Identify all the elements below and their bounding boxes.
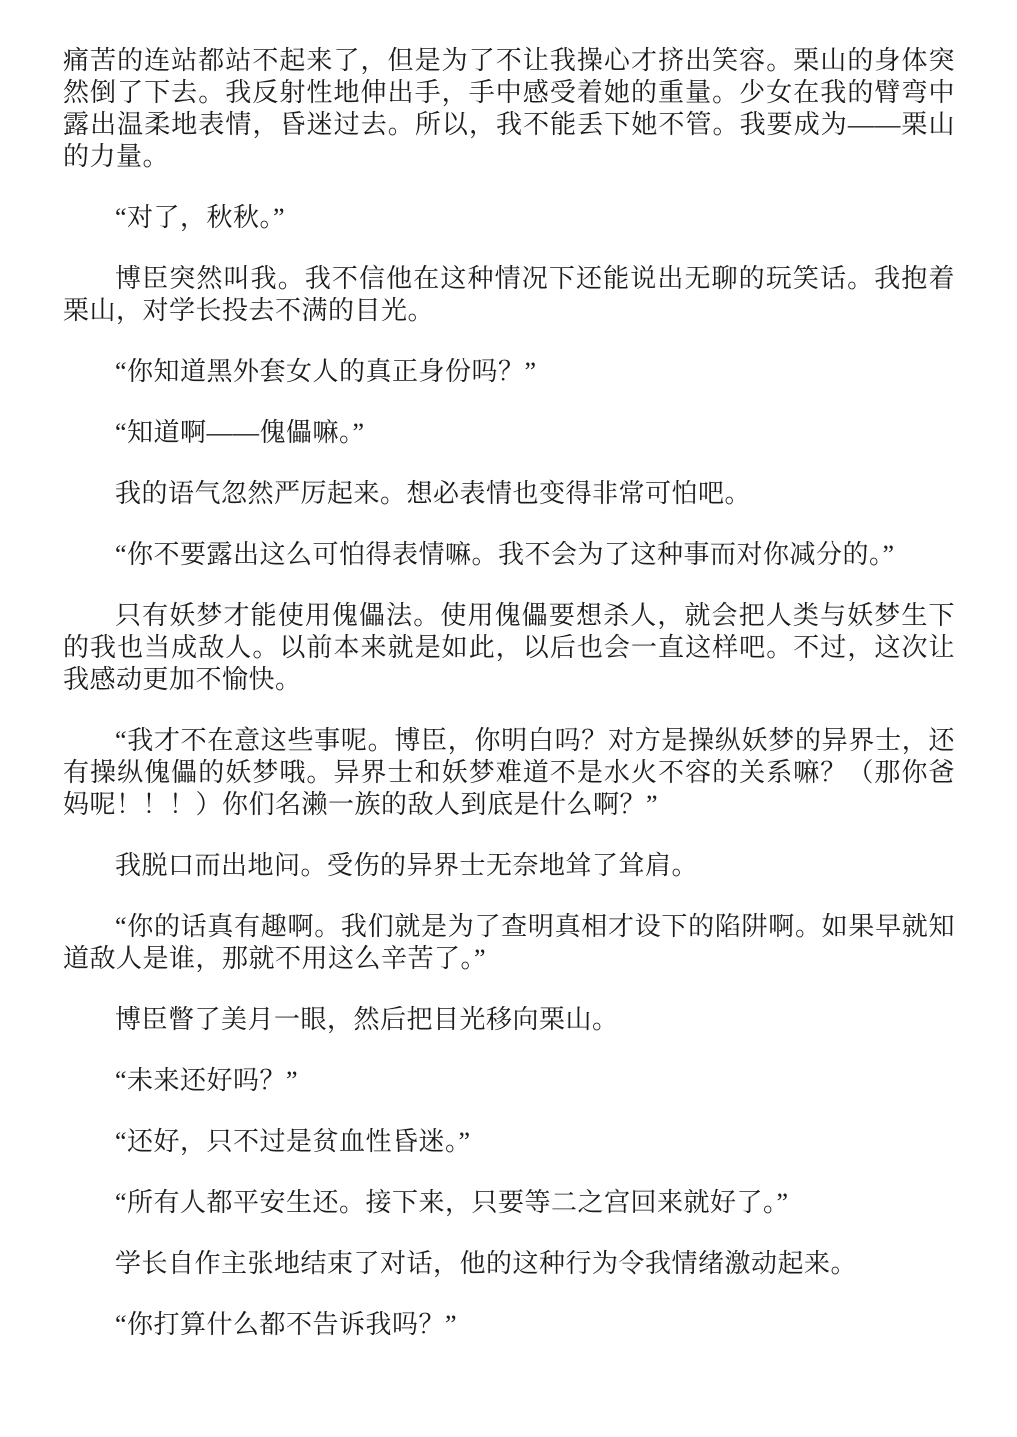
paragraph: “未来还好吗？” <box>115 1066 299 1095</box>
paragraph: “你的话真有趣啊。我们就是为了查明真相才设下的陷阱啊。如果早就知道敌人是谁，那就不用这么辛苦了。” <box>63 912 955 973</box>
paragraph: “你不要露出这么可怕得表情嘛。我不会为了这种事而对你减分的。” <box>115 540 895 569</box>
paragraph: 学长自作主张地结束了对话，他的这种行为令我情绪激动起来。 <box>115 1249 858 1278</box>
paragraph: “所有人都平安生还。接下来，只要等二之宫回来就好了。” <box>115 1188 789 1217</box>
document-body <box>63 45 955 1341</box>
paragraph: 博臣突然叫我。我不信他在这种情况下还能说出无聊的玩笑话。我抱着栗山，对学长投去不满的目光。 <box>63 264 955 325</box>
paragraph: 博臣瞥了美月一眼，然后把目光移向栗山。 <box>115 1005 619 1034</box>
paragraph: “对了，秋秋。” <box>115 203 286 232</box>
paragraph: 只有妖梦才能使用傀儡法。使用傀儡要想杀人，就会把人类与妖梦生下的我也当成敌人。以前本来就是如此，以后也会一直这样吧。不过，这次让我感动更加不愉快。 <box>63 601 955 694</box>
paragraph: “还好，只不过是贫血性昏迷。” <box>115 1127 471 1156</box>
paragraph: “你知道黑外套女人的真正身份吗？” <box>115 357 537 386</box>
paragraph: “你打算什么都不告诉我吗？” <box>115 1310 458 1339</box>
paragraph: 我的语气忽然严厉起来。想必表情也变得非常可怕吧。 <box>115 479 752 508</box>
paragraph: “知道啊——傀儡嘛。” <box>115 418 365 447</box>
paragraph: “我才不在意这些事呢。博臣，你明白吗？对方是操纵妖梦的异界士，还有操纵傀儡的妖梦哦。异界士和妖梦难道不是水火不容的关系嘛？（那你爸妈呢！！！）你们名濑一族的敌人到底是什么啊？” <box>63 726 955 819</box>
paragraph: 我脱口而出地问。受伤的异界士无奈地耸了耸肩。 <box>115 851 699 880</box>
paragraph: 痛苦的连站都站不起来了，但是为了不让我操心才挤出笑容。栗山的身体突然倒了下去。我反射性地伸出手，手中感受着她的重量。少女在我的臂弯中露出温柔地表情，昏迷过去。所以，我不能丢下她不管。我要成为——栗山的力量。 <box>63 46 955 171</box>
